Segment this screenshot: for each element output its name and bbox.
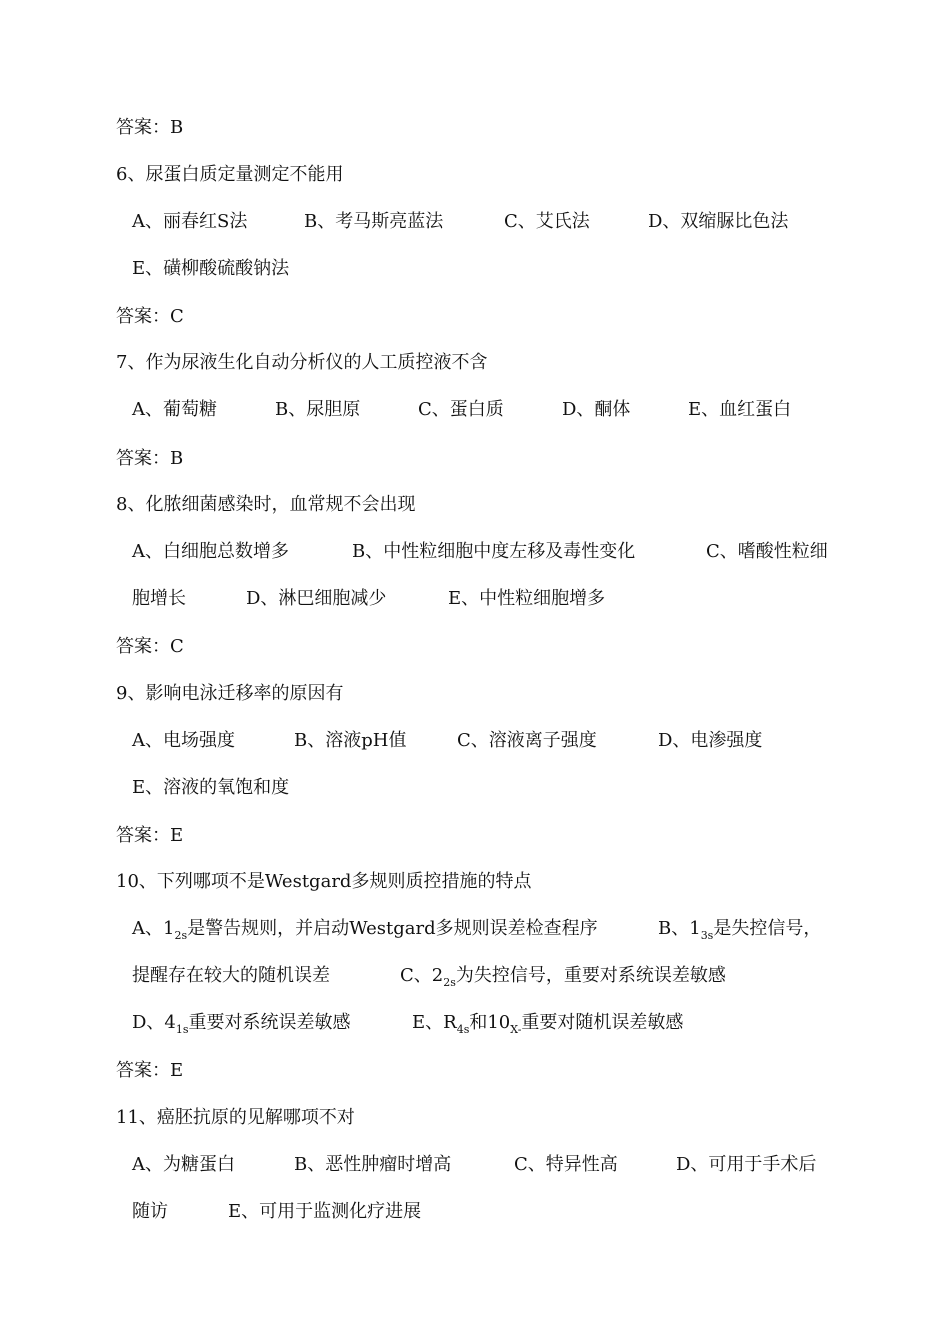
q7-option-c: C、蛋白质 [418,399,504,420]
q9-option-b: B、溶液pH值 [294,730,407,751]
q11-option-e: E、可用于监测化疗进展 [228,1201,422,1222]
answer-7: 答案：B [116,448,184,469]
q10-option-c [400,965,726,994]
q10-e-mid: 和10 [469,1012,511,1033]
q7-option-e: E、血红蛋白 [688,399,792,420]
q8-option-e: E、中性粒细胞增多 [448,588,606,609]
q11-option-c: C、特异性高 [514,1154,618,1175]
q10-e-post: 重要对随机误差敏感 [521,1012,684,1033]
q8-option-c-cont: 胞增长 [132,588,186,609]
q6-option-a: A、丽春红S法 [132,211,248,232]
q7-option-d: D、酮体 [562,399,631,420]
q10-d-post: 重要对系统误差敏感 [188,1012,351,1033]
answer-9: 答案：E [116,825,184,846]
q10-option-b [658,918,821,947]
q7-option-a: A、葡萄糖 [132,399,217,420]
q10-e-sub: 4s [456,1023,470,1036]
q10-b-sub: 3s [700,929,714,942]
q10-a-post: 是警告规则，并启动Westgard多规则误差检查程序 [187,918,598,939]
q10-d-pre: D、4 [132,1012,176,1033]
q10-option-d [132,1012,351,1041]
q10-c-sub: 2s [443,976,456,989]
q6-option-e: E、磺柳酸硫酸钠法 [132,258,290,279]
answer-6: 答案：C [116,306,184,327]
q11-option-d-cont: 随访 [132,1201,168,1222]
q10-a-sub: 2s [174,929,188,942]
question-8-stem: 8、化脓细菌感染时，血常规不会出现 [116,494,416,515]
q10-d-sub: 1s [175,1023,189,1036]
q10-option-a [132,918,598,947]
q10-e-sub2: X- [510,1023,522,1036]
q8-option-b: B、中性粒细胞中度左移及毒性变化 [352,541,636,562]
q10-c-pre: C、2 [400,965,444,986]
q11-option-d: D、可用于手术后 [676,1154,817,1175]
question-10-stem: 10、下列哪项不是Westgard多规则质控措施的特点 [116,871,532,892]
q7-option-b: B、尿胆原 [275,399,361,420]
q10-b-post: 是失控信号， [713,918,822,939]
answer-8: 答案：C [116,636,184,657]
q9-option-d: D、电渗强度 [658,730,763,751]
q6-option-c: C、艾氏法 [504,211,590,232]
q6-option-d: D、双缩脲比色法 [648,211,789,232]
q10-c-post: 为失控信号，重要对系统误差敏感 [455,965,726,986]
q10-option-b-cont: 提醒存在较大的随机误差 [132,965,330,986]
q10-option-e [412,1012,683,1041]
q8-option-c: C、嗜酸性粒细 [706,541,828,562]
question-11-stem: 11、癌胚抗原的见解哪项不对 [116,1107,355,1128]
answer-5: 答案：B [116,117,184,138]
q8-option-a: A、白细胞总数增多 [132,541,289,562]
q10-a-pre: A、1 [132,918,175,939]
q11-option-b: B、恶性肿瘤时增高 [294,1154,452,1175]
q9-option-a: A、电场强度 [132,730,235,751]
q9-option-e: E、溶液的氧饱和度 [132,777,290,798]
q11-option-a: A、为糖蛋白 [132,1154,235,1175]
q10-e-pre: E、R [412,1012,457,1033]
answer-10: 答案：E [116,1060,184,1081]
q9-option-c: C、溶液离子强度 [457,730,597,751]
question-9-stem: 9、影响电泳迁移率的原因有 [116,683,344,704]
question-6-stem: 6、尿蛋白质定量测定不能用 [116,164,344,185]
question-7-stem: 7、作为尿液生化自动分析仪的人工质控液不含 [116,352,488,373]
q10-b-pre: B、1 [658,918,701,939]
q8-option-d: D、淋巴细胞减少 [246,588,387,609]
q6-option-b: B、考马斯亮蓝法 [304,211,444,232]
